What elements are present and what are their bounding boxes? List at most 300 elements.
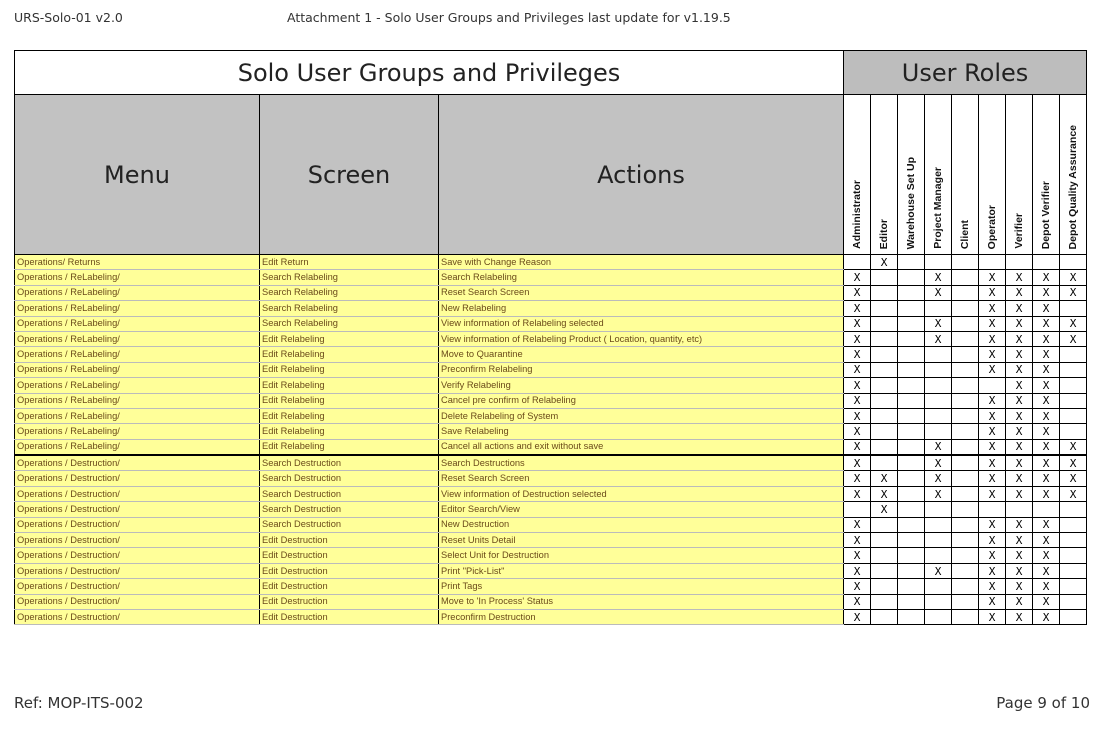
role-mark-cell: X	[1006, 347, 1033, 362]
menu-cell: Operations / ReLabeling/	[15, 378, 260, 393]
role-mark-cell: X	[979, 316, 1006, 331]
table-row	[15, 378, 1087, 393]
role-mark-cell: X	[925, 316, 952, 331]
menu-cell: Operations / ReLabeling/	[15, 331, 260, 346]
role-mark-cell	[952, 502, 979, 517]
role-mark-cell: X	[1033, 455, 1060, 471]
role-mark-cell: X	[1006, 331, 1033, 346]
screen-cell: Search Relabeling	[260, 270, 439, 285]
role-header-label: Editor	[878, 218, 891, 249]
role-mark-cell: X	[871, 486, 898, 501]
role-mark-cell: X	[1006, 393, 1033, 408]
role-mark-cell: X	[844, 594, 871, 609]
role-mark-cell	[1060, 378, 1087, 393]
role-mark-cell	[898, 331, 925, 346]
screen-cell: Edit Relabeling	[260, 424, 439, 439]
screen-cell: Search Destruction	[260, 471, 439, 486]
action-cell: Move to Quarantine	[439, 347, 844, 362]
actions-column-header: Actions	[439, 95, 844, 255]
role-mark-cell: X	[1033, 408, 1060, 423]
role-mark-cell	[871, 301, 898, 316]
role-mark-cell	[925, 393, 952, 408]
role-mark-cell: X	[1060, 439, 1087, 455]
role-mark-cell	[1060, 347, 1087, 362]
role-mark-cell	[898, 594, 925, 609]
role-mark-cell: X	[925, 270, 952, 285]
action-cell: Reset Search Screen	[439, 285, 844, 300]
screen-cell: Search Destruction	[260, 455, 439, 471]
screen-cell: Search Relabeling	[260, 316, 439, 331]
role-header-label: Depot Verifier	[1040, 180, 1053, 249]
screen-cell: Search Destruction	[260, 517, 439, 532]
screen-cell: Edit Relabeling	[260, 393, 439, 408]
document-title: Attachment 1 - Solo User Groups and Privileges last update for v1.19.5	[287, 10, 731, 25]
screen-cell: Edit Relabeling	[260, 378, 439, 393]
table-row	[15, 563, 1087, 578]
role-mark-cell	[871, 285, 898, 300]
screen-cell: Edit Destruction	[260, 609, 439, 624]
role-mark-cell: X	[1033, 439, 1060, 455]
role-mark-cell: X	[1006, 301, 1033, 316]
menu-cell: Operations / ReLabeling/	[15, 285, 260, 300]
role-mark-cell: X	[1033, 486, 1060, 501]
table-row	[15, 255, 1087, 270]
role-header	[952, 95, 979, 255]
table-row	[15, 594, 1087, 609]
screen-cell: Search Relabeling	[260, 301, 439, 316]
role-mark-cell: X	[979, 517, 1006, 532]
action-cell: Print "Pick-List"	[439, 563, 844, 578]
role-mark-cell: X	[1033, 579, 1060, 594]
action-cell: Cancel all actions and exit without save	[439, 439, 844, 455]
screen-cell: Search Destruction	[260, 486, 439, 501]
menu-cell: Operations / Destruction/	[15, 579, 260, 594]
menu-cell: Operations / Destruction/	[15, 517, 260, 532]
role-header-label: Administrator	[851, 180, 864, 249]
role-mark-cell	[952, 255, 979, 270]
table-row	[15, 316, 1087, 331]
role-mark-cell: X	[844, 270, 871, 285]
action-cell: Save Relabeling	[439, 424, 844, 439]
role-mark-cell: X	[1060, 471, 1087, 486]
menu-cell: Operations / ReLabeling/	[15, 301, 260, 316]
role-mark-cell: X	[1033, 594, 1060, 609]
table-body	[15, 255, 1087, 625]
role-mark-cell: X	[1006, 609, 1033, 624]
role-mark-cell	[898, 517, 925, 532]
role-header-label: Warehouse Set Up	[905, 156, 918, 249]
role-mark-cell	[1060, 424, 1087, 439]
role-mark-cell: X	[1033, 471, 1060, 486]
role-mark-cell	[844, 502, 871, 517]
role-mark-cell: X	[1033, 347, 1060, 362]
role-mark-cell	[871, 533, 898, 548]
role-mark-cell	[898, 486, 925, 501]
screen-cell: Edit Relabeling	[260, 331, 439, 346]
role-mark-cell: X	[844, 331, 871, 346]
role-mark-cell: X	[979, 301, 1006, 316]
menu-cell: Operations / ReLabeling/	[15, 347, 260, 362]
role-mark-cell	[871, 439, 898, 455]
role-mark-cell: X	[844, 439, 871, 455]
menu-cell: Operations / ReLabeling/	[15, 408, 260, 423]
role-mark-cell	[871, 362, 898, 377]
menu-column-header: Menu	[15, 95, 260, 255]
role-mark-cell	[871, 455, 898, 471]
role-mark-cell: X	[844, 486, 871, 501]
role-mark-cell	[952, 393, 979, 408]
role-mark-cell: X	[871, 502, 898, 517]
role-header	[871, 95, 898, 255]
role-mark-cell: X	[1006, 486, 1033, 501]
role-mark-cell: X	[844, 424, 871, 439]
menu-cell: Operations / ReLabeling/	[15, 362, 260, 377]
screen-column-header: Screen	[260, 95, 439, 255]
menu-cell: Operations / Destruction/	[15, 486, 260, 501]
role-mark-cell	[898, 362, 925, 377]
role-mark-cell: X	[844, 471, 871, 486]
action-cell: Delete Relabeling of System	[439, 408, 844, 423]
menu-cell: Operations / ReLabeling/	[15, 424, 260, 439]
role-mark-cell: X	[1033, 393, 1060, 408]
table-row	[15, 502, 1087, 517]
action-cell: Move to 'In Process' Status	[439, 594, 844, 609]
table-row	[15, 285, 1087, 300]
role-mark-cell: X	[844, 393, 871, 408]
action-cell: Reset Search Screen	[439, 471, 844, 486]
role-mark-cell: X	[871, 471, 898, 486]
role-mark-cell	[952, 270, 979, 285]
role-mark-cell	[898, 270, 925, 285]
table-row	[15, 362, 1087, 377]
action-cell: View information of Destruction selected	[439, 486, 844, 501]
role-mark-cell	[925, 378, 952, 393]
role-mark-cell	[1060, 517, 1087, 532]
role-mark-cell: X	[844, 408, 871, 423]
role-mark-cell	[952, 455, 979, 471]
role-mark-cell	[925, 548, 952, 563]
role-mark-cell	[1060, 255, 1087, 270]
role-mark-cell: X	[844, 563, 871, 578]
role-mark-cell: X	[1006, 517, 1033, 532]
role-mark-cell	[898, 255, 925, 270]
role-header	[925, 95, 952, 255]
table-row	[15, 548, 1087, 563]
role-mark-cell: X	[871, 255, 898, 270]
role-mark-cell: X	[979, 331, 1006, 346]
role-mark-cell: X	[979, 563, 1006, 578]
role-mark-cell	[1033, 502, 1060, 517]
menu-cell: Operations / Destruction/	[15, 563, 260, 578]
role-mark-cell	[871, 408, 898, 423]
action-cell: Search Relabeling	[439, 270, 844, 285]
role-mark-cell: X	[844, 378, 871, 393]
role-mark-cell: X	[844, 362, 871, 377]
role-mark-cell: X	[1006, 316, 1033, 331]
role-mark-cell	[1060, 408, 1087, 423]
role-mark-cell: X	[1033, 548, 1060, 563]
role-mark-cell: X	[1033, 563, 1060, 578]
role-mark-cell: X	[979, 408, 1006, 423]
screen-cell: Edit Destruction	[260, 579, 439, 594]
role-mark-cell	[925, 502, 952, 517]
document-id: URS-Solo-01 v2.0	[14, 10, 123, 25]
role-mark-cell	[1006, 255, 1033, 270]
role-mark-cell: X	[925, 471, 952, 486]
table-row	[15, 408, 1087, 423]
action-cell: Reset Units Detail	[439, 533, 844, 548]
role-mark-cell: X	[979, 579, 1006, 594]
role-mark-cell: X	[1006, 579, 1033, 594]
role-mark-cell: X	[1033, 609, 1060, 624]
menu-cell: Operations / Destruction/	[15, 502, 260, 517]
role-mark-cell: X	[844, 548, 871, 563]
role-mark-cell	[952, 331, 979, 346]
role-mark-cell: X	[979, 548, 1006, 563]
role-mark-cell	[952, 439, 979, 455]
role-mark-cell	[952, 609, 979, 624]
role-mark-cell	[1060, 301, 1087, 316]
role-mark-cell	[871, 579, 898, 594]
menu-cell: Operations/ Returns	[15, 255, 260, 270]
role-mark-cell	[871, 393, 898, 408]
table-row	[15, 517, 1087, 532]
role-header	[1060, 95, 1087, 255]
role-mark-cell: X	[844, 301, 871, 316]
action-cell: Editor Search/View	[439, 502, 844, 517]
action-cell: View information of Relabeling Product ( Location, quantity, etc)	[439, 331, 844, 346]
menu-cell: Operations / ReLabeling/	[15, 393, 260, 408]
role-mark-cell: X	[844, 285, 871, 300]
screen-cell: Edit Relabeling	[260, 408, 439, 423]
role-mark-cell	[898, 533, 925, 548]
role-mark-cell	[898, 548, 925, 563]
role-mark-cell	[898, 424, 925, 439]
role-mark-cell: X	[1006, 548, 1033, 563]
role-mark-cell	[898, 471, 925, 486]
screen-cell: Edit Destruction	[260, 533, 439, 548]
screen-cell: Edit Relabeling	[260, 362, 439, 377]
role-mark-cell	[1060, 594, 1087, 609]
user-roles-title: User Roles	[844, 51, 1087, 95]
role-mark-cell: X	[844, 609, 871, 624]
role-mark-cell	[952, 424, 979, 439]
role-mark-cell: X	[844, 347, 871, 362]
role-mark-cell: X	[925, 455, 952, 471]
role-mark-cell	[871, 424, 898, 439]
role-mark-cell: X	[979, 486, 1006, 501]
table-row	[15, 331, 1087, 346]
role-mark-cell: X	[844, 517, 871, 532]
table-row	[15, 533, 1087, 548]
role-mark-cell: X	[979, 270, 1006, 285]
menu-cell: Operations / Destruction/	[15, 533, 260, 548]
role-mark-cell: X	[844, 455, 871, 471]
role-mark-cell	[952, 408, 979, 423]
table-row	[15, 424, 1087, 439]
role-mark-cell: X	[925, 439, 952, 455]
role-mark-cell: X	[925, 285, 952, 300]
role-mark-cell	[844, 255, 871, 270]
menu-cell: Operations / Destruction/	[15, 594, 260, 609]
role-mark-cell	[952, 517, 979, 532]
page-number: Page 9 of 10	[996, 694, 1090, 712]
role-mark-cell: X	[979, 393, 1006, 408]
role-mark-cell: X	[1060, 285, 1087, 300]
role-mark-cell: X	[979, 609, 1006, 624]
role-mark-cell: X	[1060, 455, 1087, 471]
role-mark-cell	[871, 347, 898, 362]
role-mark-cell: X	[979, 285, 1006, 300]
role-mark-cell: X	[979, 439, 1006, 455]
table-title: Solo User Groups and Privileges	[15, 51, 844, 95]
role-mark-cell	[952, 486, 979, 501]
role-mark-cell: X	[1006, 439, 1033, 455]
role-mark-cell	[979, 255, 1006, 270]
role-mark-cell	[871, 517, 898, 532]
role-header-label: Operator	[986, 204, 999, 249]
role-header	[844, 95, 871, 255]
menu-cell: Operations / Destruction/	[15, 548, 260, 563]
role-mark-cell: X	[925, 331, 952, 346]
action-cell: Search Destructions	[439, 455, 844, 471]
role-mark-cell	[925, 301, 952, 316]
action-cell: Preconfirm Relabeling	[439, 362, 844, 377]
role-mark-cell	[871, 548, 898, 563]
role-mark-cell	[952, 378, 979, 393]
role-header-label: Client	[959, 219, 972, 249]
role-mark-cell	[898, 301, 925, 316]
role-mark-cell: X	[1060, 270, 1087, 285]
role-mark-cell: X	[1060, 486, 1087, 501]
role-mark-cell: X	[1033, 270, 1060, 285]
role-mark-cell: X	[979, 594, 1006, 609]
action-cell: Print Tags	[439, 579, 844, 594]
role-mark-cell	[1006, 502, 1033, 517]
role-mark-cell	[871, 594, 898, 609]
privileges-table	[14, 50, 1087, 625]
role-mark-cell	[898, 502, 925, 517]
role-mark-cell: X	[979, 455, 1006, 471]
table-row	[15, 609, 1087, 624]
table-row	[15, 347, 1087, 362]
role-mark-cell	[898, 316, 925, 331]
role-mark-cell: X	[1006, 424, 1033, 439]
table-row	[15, 439, 1087, 455]
role-mark-cell	[1060, 563, 1087, 578]
role-mark-cell	[898, 285, 925, 300]
role-mark-cell	[898, 378, 925, 393]
menu-cell: Operations / Destruction/	[15, 455, 260, 471]
table-row	[15, 301, 1087, 316]
role-mark-cell	[925, 347, 952, 362]
role-mark-cell	[1060, 609, 1087, 624]
role-mark-cell	[952, 316, 979, 331]
table-row	[15, 455, 1087, 471]
role-mark-cell	[1060, 362, 1087, 377]
role-mark-cell	[952, 301, 979, 316]
role-mark-cell: X	[1033, 378, 1060, 393]
role-mark-cell: X	[1006, 378, 1033, 393]
role-mark-cell: X	[1006, 270, 1033, 285]
role-mark-cell	[898, 609, 925, 624]
menu-cell: Operations / ReLabeling/	[15, 316, 260, 331]
role-mark-cell: X	[1006, 408, 1033, 423]
role-mark-cell: X	[1006, 563, 1033, 578]
role-mark-cell	[898, 455, 925, 471]
menu-cell: Operations / ReLabeling/	[15, 270, 260, 285]
role-mark-cell	[952, 548, 979, 563]
role-mark-cell	[952, 579, 979, 594]
role-mark-cell	[1033, 255, 1060, 270]
role-mark-cell: X	[1006, 455, 1033, 471]
role-mark-cell	[898, 563, 925, 578]
role-mark-cell	[925, 408, 952, 423]
role-mark-cell: X	[1006, 594, 1033, 609]
role-mark-cell	[925, 517, 952, 532]
role-header	[898, 95, 925, 255]
screen-cell: Edit Destruction	[260, 548, 439, 563]
table-row	[15, 393, 1087, 408]
role-header	[1006, 95, 1033, 255]
table-row	[15, 471, 1087, 486]
role-mark-cell: X	[1006, 471, 1033, 486]
role-mark-cell	[952, 362, 979, 377]
screen-cell: Edit Return	[260, 255, 439, 270]
role-mark-cell	[1060, 502, 1087, 517]
role-mark-cell: X	[844, 316, 871, 331]
action-cell: View information of Relabeling selected	[439, 316, 844, 331]
role-mark-cell: X	[979, 347, 1006, 362]
role-mark-cell	[952, 347, 979, 362]
menu-cell: Operations / ReLabeling/	[15, 439, 260, 455]
role-mark-cell	[979, 378, 1006, 393]
role-mark-cell: X	[1033, 424, 1060, 439]
action-cell: Save with Change Reason	[439, 255, 844, 270]
action-cell: Select Unit for Destruction	[439, 548, 844, 563]
reference-label: Ref: MOP-ITS-002	[14, 694, 144, 712]
role-mark-cell: X	[979, 533, 1006, 548]
role-header-label: Verifier	[1013, 213, 1026, 249]
role-mark-cell	[1060, 393, 1087, 408]
role-mark-cell	[979, 502, 1006, 517]
action-cell: Verify Relabeling	[439, 378, 844, 393]
role-mark-cell	[1060, 548, 1087, 563]
screen-cell: Edit Destruction	[260, 594, 439, 609]
role-header-label: Project Manager	[932, 167, 945, 249]
role-mark-cell: X	[1006, 362, 1033, 377]
role-mark-cell: X	[1033, 331, 1060, 346]
role-mark-cell: X	[1033, 285, 1060, 300]
role-mark-cell: X	[1033, 316, 1060, 331]
role-mark-cell	[925, 362, 952, 377]
role-mark-cell	[898, 347, 925, 362]
role-mark-cell	[898, 408, 925, 423]
menu-cell: Operations / Destruction/	[15, 471, 260, 486]
role-mark-cell: X	[1033, 517, 1060, 532]
role-header	[979, 95, 1006, 255]
screen-cell: Edit Relabeling	[260, 439, 439, 455]
role-mark-cell	[871, 270, 898, 285]
screen-cell: Edit Destruction	[260, 563, 439, 578]
role-mark-cell: X	[925, 486, 952, 501]
role-mark-cell	[952, 471, 979, 486]
role-mark-cell	[1060, 579, 1087, 594]
role-mark-cell: X	[1006, 533, 1033, 548]
role-mark-cell	[925, 579, 952, 594]
role-mark-cell: X	[1060, 316, 1087, 331]
screen-cell: Edit Relabeling	[260, 347, 439, 362]
